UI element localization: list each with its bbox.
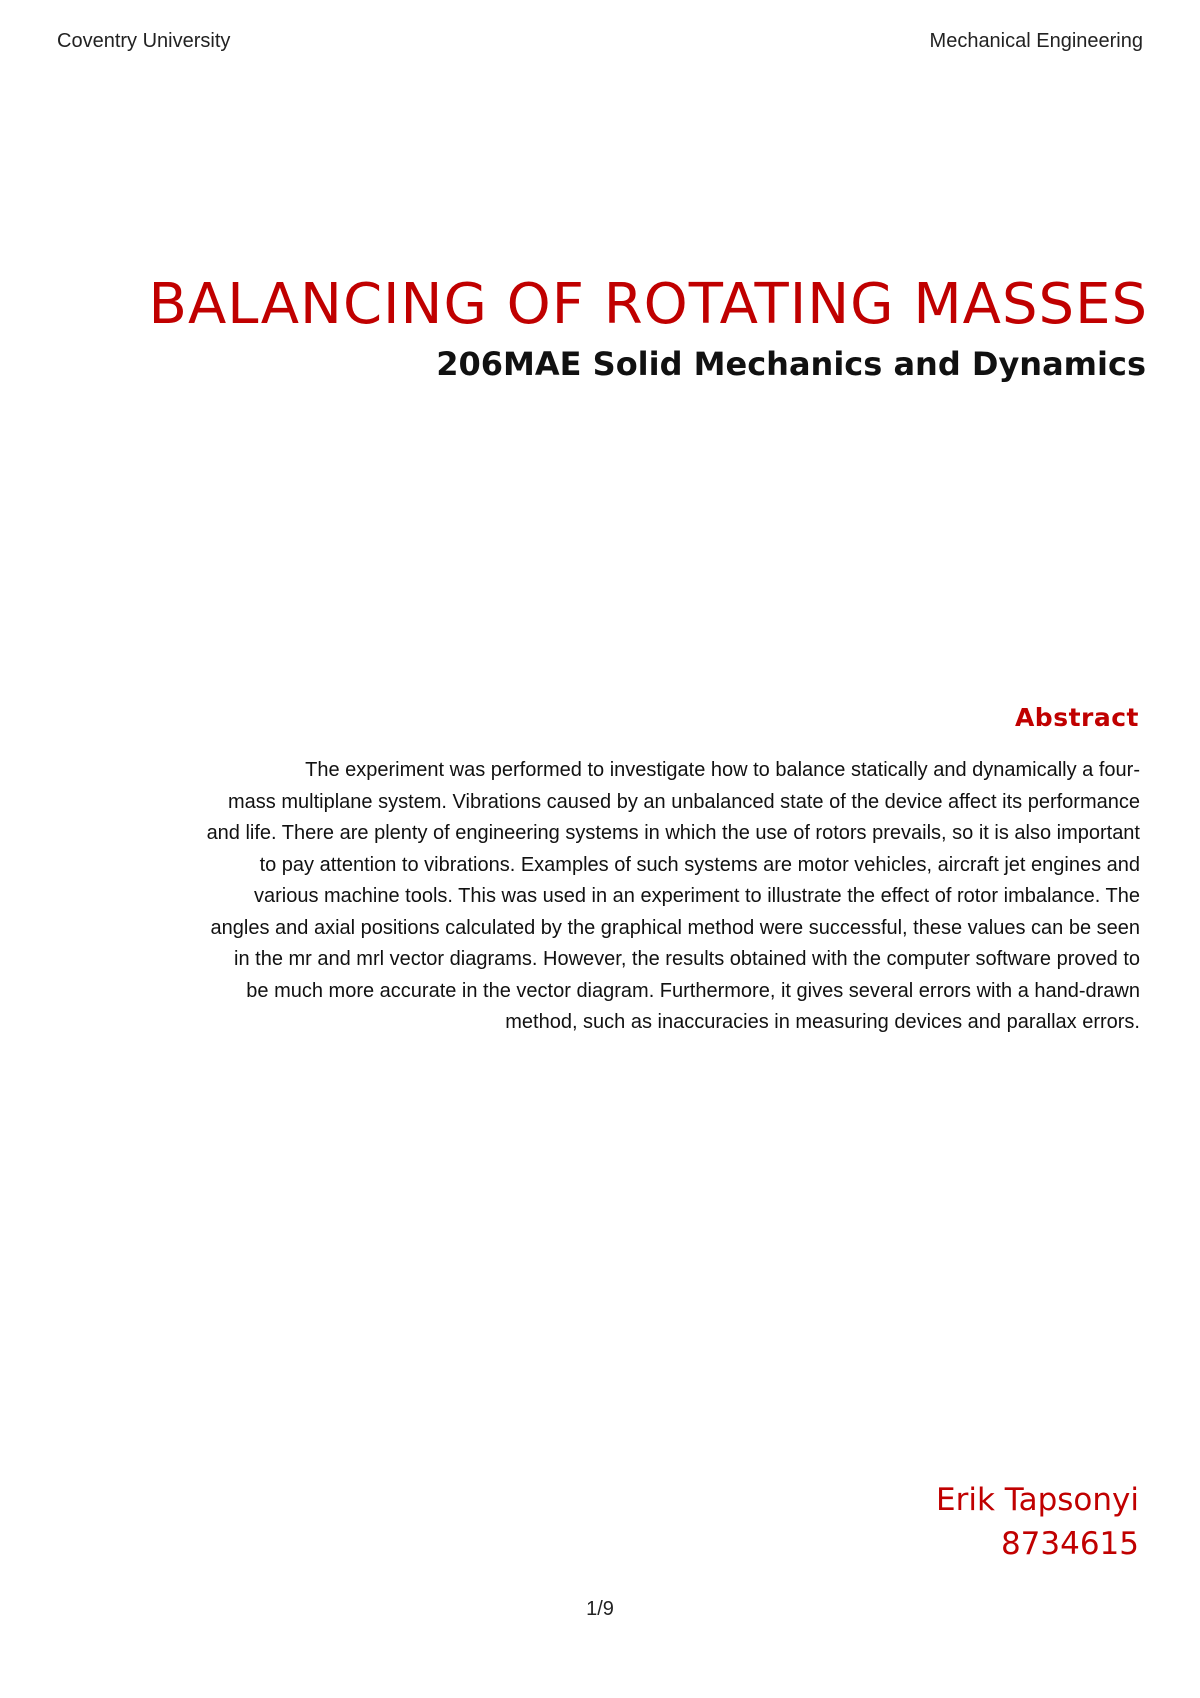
abstract-line: method, such as inaccuracies in measuring devices and parallax errors. (505, 1011, 1140, 1033)
abstract-body (120, 755, 1140, 1039)
abstract-heading: Abstract (1014, 703, 1139, 732)
abstract-line: The experiment was performed to investigate how to balance statically and dynamically a four- (305, 759, 1140, 781)
author-block (936, 1478, 1139, 1566)
abstract-line: to pay attention to vibrations. Examples of such systems are motor vehicles, aircraft jet engines and (259, 853, 1140, 876)
page-number: 1/9 (586, 1598, 614, 1620)
abstract-line: and life. There are plenty of engineering systems in which the use of rotors prevails, so it is also important (206, 822, 1140, 844)
student-id: 8734615 (1000, 1526, 1139, 1562)
author-name: Erik Tapsonyi (936, 1482, 1139, 1518)
abstract-line: in the mr and mrl vector diagrams. However, the results obtained with the computer software proved to (234, 948, 1140, 970)
header-institution: Coventry University (57, 30, 231, 52)
document-title: BALANCING OF ROTATING MASSES (148, 272, 1148, 337)
header-department: Mechanical Engineering (929, 30, 1143, 52)
document-subtitle: 206MAE Solid Mechanics and Dynamics (436, 345, 1146, 383)
abstract-line: mass multiplane system. Vibrations caused by an unbalanced state of the device affect its performance (228, 790, 1140, 813)
abstract-line: angles and axial positions calculated by the graphical method were successful, these values can be seen (210, 916, 1140, 939)
abstract-line: various machine tools. This was used in an experiment to illustrate the effect of rotor imbalance. The (253, 885, 1140, 907)
abstract-line: be much more accurate in the vector diagram. Furthermore, it gives several errors with a hand-drawn (246, 979, 1140, 1002)
